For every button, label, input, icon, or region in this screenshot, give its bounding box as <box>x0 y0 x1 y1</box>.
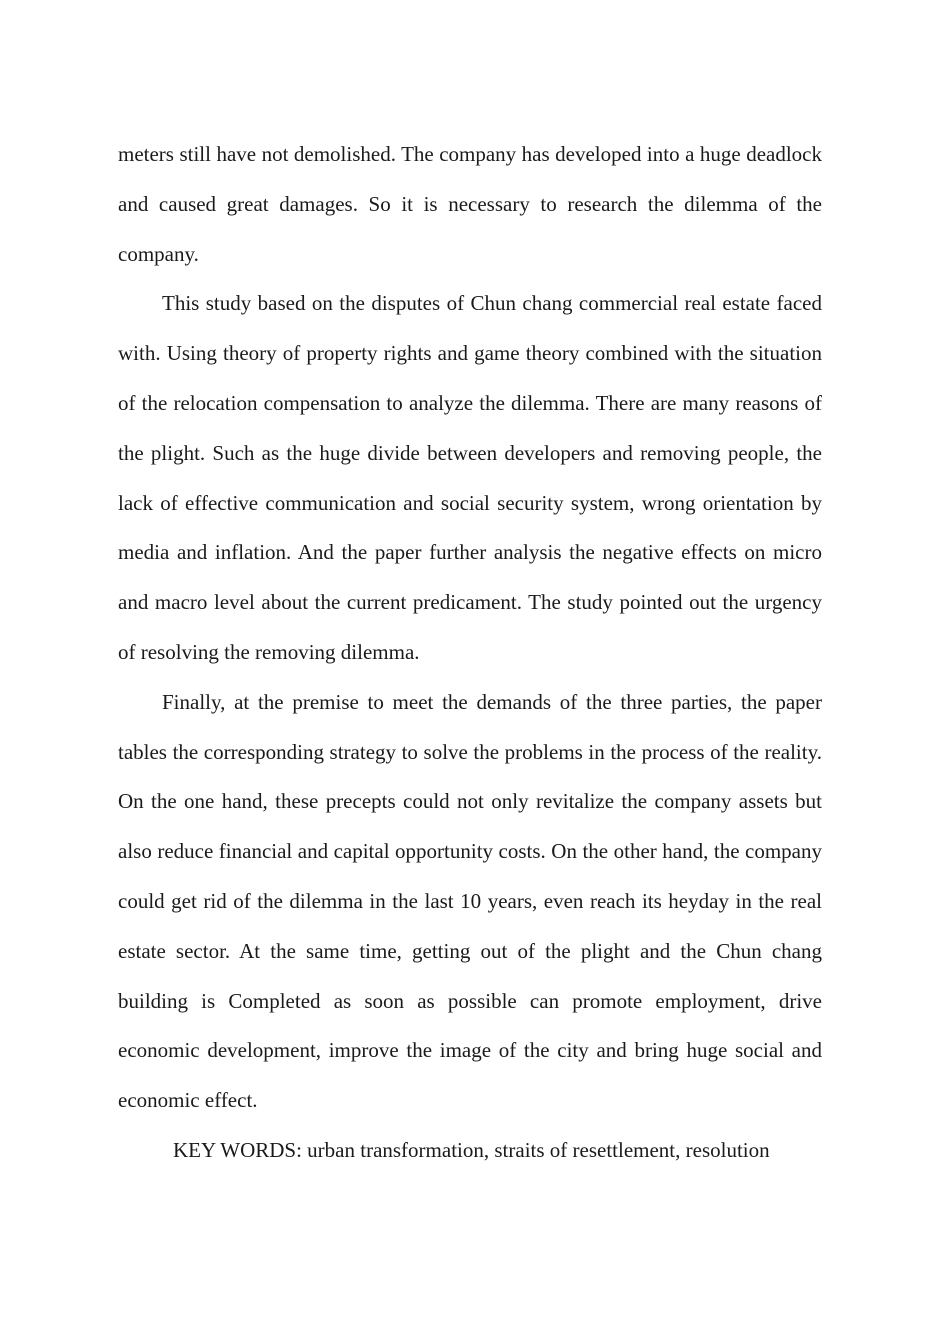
paragraph-strategy: Finally, at the premise to meet the demands of the three parties, the paper tables the corresponding strategy to solve the problems in the process of the reality. On the one hand, these precepts could not only revitalize the company assets but also reduce financial and capital opportunity costs. On the other hand, the company could get rid of the dilemma in the last 10 years, even reach its heyday in the real estate sector. At the same time, getting out of the plight and the Chun chang building is Completed as soon as possible can promote employment, drive economic development, improve the image of the city and bring huge social and economic effect. <box>118 689 822 1113</box>
keywords-line: KEY WORDS: urban transformation, straits of resettlement, resolution <box>173 1137 770 1162</box>
paragraph-study-analysis: This study based on the disputes of Chun chang commercial real estate faced with. Using theory of property rights and game theory combined with the situation of the relocation compensation to analyze the dilemma. There are many reasons of the plight. Such as the huge divide between developers and removing people, the lack of effective communication and social security system, wrong orientation by media and inflation. And the paper further analysis the negative effects on micro and macro level about the current predicament. The study pointed out the urgency of resolving the removing dilemma. <box>118 291 822 664</box>
paragraph-continuation: meters still have not demolished. The company has developed into a huge deadlock and caused great damages. So it is necessary to research the dilemma of the company. <box>118 142 822 266</box>
document-page <box>118 130 822 1176</box>
